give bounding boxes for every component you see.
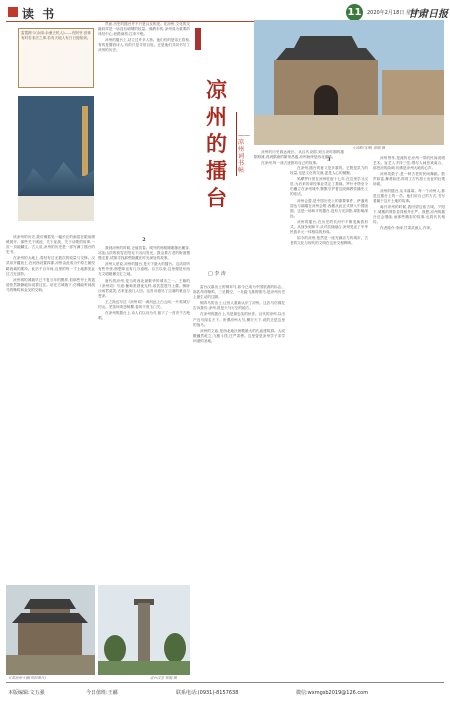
building-caption: 大成殿门(图) 郭刚 摄 — [352, 146, 385, 150]
paragraph: 铜奔马的出土,让世人重新认识了凉州。这匹马仿佛在告诉我们:凉州,曾是天马行空的地方。 — [193, 301, 285, 311]
paragraph: 离开凉州的时候,我回望这座古城。夕阳下,城楼的剪影显得格外庄严。我想,凉州的擂台还会继续,而那些精彩的故事,也将代代相传。 — [373, 204, 445, 225]
quote-box — [18, 28, 94, 88]
page-number: 11 — [346, 4, 363, 21]
article-subtitle: ——凉州词书帖 — [238, 132, 250, 174]
quote-text: 雷霆撩斗(余闻:余斋天机人)——有阿爷,世事有时若非法之事,若有天地人有日日便知到。 — [21, 31, 91, 40]
article-author: □ 李 涛 — [208, 271, 226, 277]
paragraph: 凉州的擂台,从未落幕。每一个凉州人,都是这擂台上的一员。他们用自己的方式,书写着属于这片土地的故事。 — [373, 188, 445, 203]
paragraph: 作者简介:李涛,甘肃武威人,作家。 — [380, 226, 434, 231]
building-ground — [254, 115, 444, 145]
temple-ground — [6, 655, 95, 675]
article-column-4 — [290, 156, 368, 680]
cover-band — [82, 106, 88, 176]
temple-roof — [12, 613, 88, 623]
pillar-photo — [98, 585, 190, 675]
paragraph: 凉州的擂台上,站立过许多人物。他们有的是帝王将相,有的是僧侣诗人,有的只是寻常百姓。正是他们共同书写了凉州的历史。 — [98, 38, 190, 53]
temple-body — [18, 623, 82, 655]
paragraph: 凉州的文庙,是西北地区规模最大的孔庙建筑群。大成殿巍然屹立,飞檐斗拱,庄严肃穆。这里曾是凉州学子求学问道的圣地。 — [193, 328, 285, 343]
building-upper-roof — [294, 36, 358, 48]
article-column-2 — [98, 22, 190, 232]
article-column-1 — [6, 235, 95, 580]
footer-phone: 联系电话:(0931)-8157638 — [176, 690, 239, 696]
paragraph: 凉州的历史源远流长。从汉代设郡,到五凉时期的割据称雄,再到隋唐的繁荣昌盛,凉州始终是西北重镇。 — [254, 150, 344, 160]
issue-date: 2020年2月18日 星期四 — [367, 10, 421, 16]
article-column-5 — [373, 156, 445, 680]
paragraph: 如今的凉州,依然是一座充满活力的城市。古老的文化与现代的文明在这里交相辉映。 — [290, 236, 368, 246]
title-divider — [236, 112, 237, 176]
paragraph: 凉州城的城墙早已不复当年的模样,但那些夯土的遗迹依然静静地诉说着过往。站在古城墙下,仿佛能听到战马的嘶鸣和金戈的交响。 — [6, 277, 95, 292]
building-arch — [314, 85, 338, 115]
paragraph: 我到凉州的时候,正值初春。城外的杨树刚刚抽出嫩芽,祁连山顶的积雪在阳光下闪闪发光。我沿着古老的街道慢慢走着,试图寻找那些隐藏在时光深处的故事。 — [98, 246, 190, 261]
paragraph: 读凉州的历史,我仿佛看见一幅长长的画卷在眼前缓缓展开。那些关于城池、关于征战、关于诗歌的故事,一页一页地翻过。古人说,凉州的历史是一部写满了擂台的史书。 — [6, 235, 95, 255]
paragraph: 鸠摩罗什曾在凉州驻留十七年,在这里学习汉语,为后来的译经事业奠定了基础。罗什寺塔至今仍矗立在凉州城中,默默守护着这段佛教传播史上的佳话。 — [290, 177, 368, 197]
paragraph: 凉州贤孝,是流传在凉州一带的民间说唱艺术。盲艺人手持三弦,唱尽人间悲欢离合。那苍凉的曲调,仿佛是凉州大地的心声。 — [373, 156, 445, 171]
paragraph: 凉州的擂台,在历史的长河中不断变换着形式。从战争到和平,从对抗到融合,凉州见证了中华民族多元一体格局的形成。 — [290, 219, 368, 235]
section-number: 2 — [142, 238, 146, 243]
paragraph: 唐代的凉州,是当时西北最繁华的城市之一。王翰的《凉州词》写道:葡萄美酒夜光杯,欲饮琵琶马上催。醉卧沙场君莫笑,古来征战几人回。这首诗道尽了边塞的豪迈与苍凉。 — [98, 278, 190, 298]
building-side — [382, 70, 444, 115]
page-footer — [6, 682, 444, 700]
paragraph: 凉州人爱说,凉州的擂台,是天下最大的擂台。这话初听有些夸张,细想却也有几分道理。自古以来,这里便是东西方文明碰撞交汇之地。 — [98, 262, 190, 277]
article-title: 凉州的擂台 — [206, 77, 227, 210]
masthead-logo: 甘肃日报 — [408, 9, 448, 20]
section-marker-icon — [8, 7, 18, 17]
temple-photo — [6, 585, 95, 675]
cover-base — [18, 196, 94, 221]
paragraph: 凉州会盟,是中国历史上的重要事件。萨迦班智达与阔端在凉州会晤,西藏从此正式纳入中国版图。这是一场和平的擂台,没有刀光剑影,却影响深远。 — [290, 198, 368, 218]
tree-left — [104, 635, 126, 663]
paragraph: 然而,历史的擂台并不只是兵戈相见。在凉州,文化的交融同样是一场没有硝烟的较量。佛教东传,凉州成为重要的译经中心;丝路商旅,往来不绝。 — [98, 22, 190, 37]
paragraph: 雷台汉墓出土的铜奔马,如今已成为中国旅游的标志。那匹昂首嘶鸣、三足腾空、一足踏飞燕的骏马,是凉州历史上最生动的注脚。 — [193, 285, 285, 300]
paragraph: 凉州攻鼓子,是一种古老的民间舞蹈。鼓声如雷,舞者如虎,再现了古代将士出征的壮观场面。 — [373, 172, 445, 187]
paragraph: 在凉州的大地上,曾经有过无数次的较量与交锋。汉武帝开疆拓土,在河西设置四郡,凉州由此成为中原王朝经略西域的要冲。此后千百年间,这里的每一寸土地都见证过刀光剑影。 — [6, 256, 95, 276]
column-label-bar — [195, 28, 201, 50]
section-number: 3 — [327, 158, 331, 163]
article-column-3 — [193, 285, 285, 679]
pillar-caption: 雷台汉墓 郭刚 摄 — [150, 676, 177, 680]
paragraph: 在凉州的擂台上,诗人们以诗为刃,留下了一首首千古绝唱。 — [98, 311, 190, 321]
book-cover-image — [18, 96, 94, 221]
paragraph: 在凉州,每一座古迹都有自己的故事。 — [261, 161, 320, 166]
pillar-ground — [98, 661, 190, 675]
building-photo — [254, 20, 444, 145]
paragraph: 在凉州的擂台上,马是最忠实的伙伴。汉代的凉州,以出产良马闻名天下。所谓凉州大马,横行天下,说的正是这里的战马。 — [193, 312, 285, 327]
footer-weixin: 微信:wxmgsb2019@126.com — [296, 690, 369, 696]
section-name: 读 书 — [22, 7, 57, 21]
temple-caption: 甘肃凉州大佛(资料图片) — [8, 676, 46, 680]
building-roof — [276, 48, 376, 60]
temple-upper-roof — [24, 599, 76, 609]
pillar — [138, 603, 150, 661]
paragraph: 王之涣也写过《凉州词》:黄河远上白云间,一片孤城万仞山。羌笛何须怨杨柳,春风不度玉门关。 — [98, 299, 190, 310]
footer-proof: 今日值班:王郦 — [86, 690, 118, 696]
footer-editor: 本版编辑:文五强 — [8, 690, 45, 696]
tree-right — [164, 633, 186, 663]
paragraph: 在凉州,擂台的意义是多重的。它既是武力的较量,也是文化的交流,更是人心的凝聚。 — [290, 166, 368, 176]
